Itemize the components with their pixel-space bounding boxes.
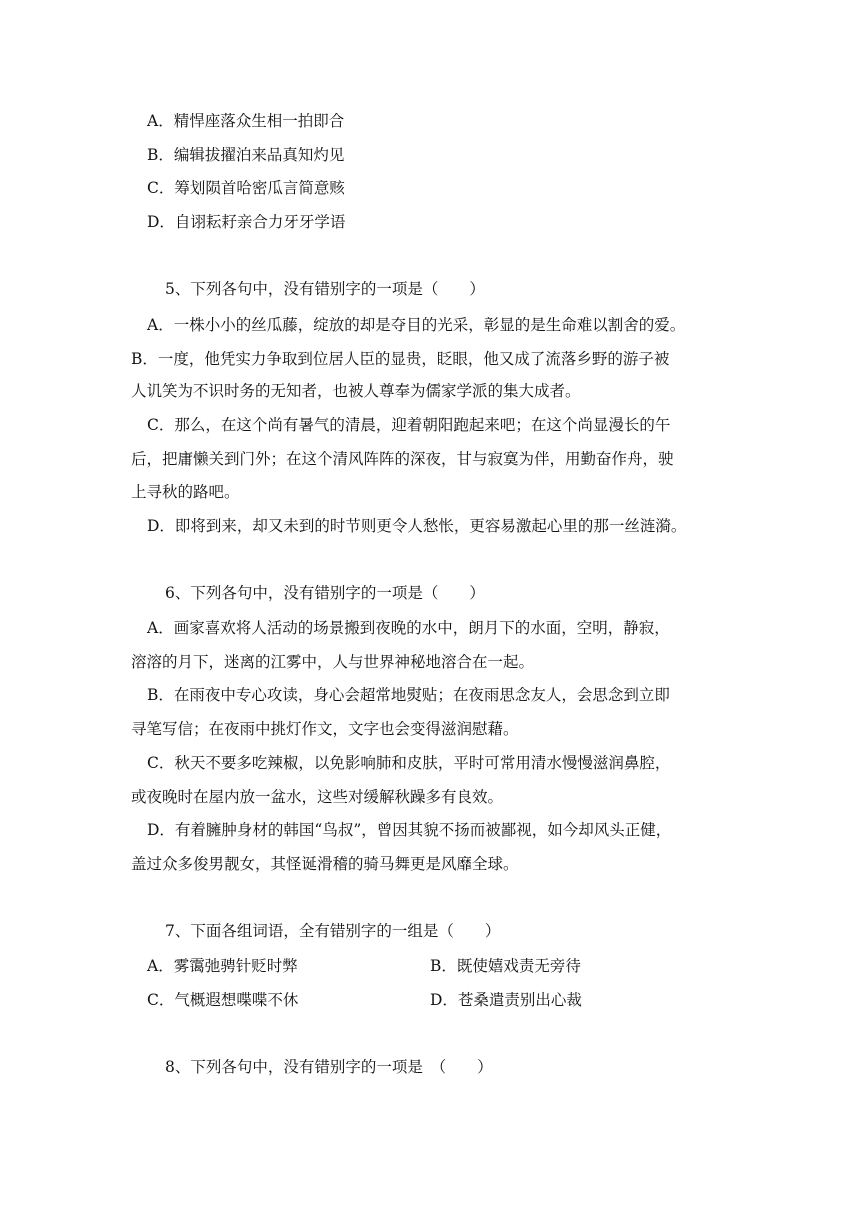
- q5-option-c-line1: C．那么，在这个尚有暑气的清晨，迎着朝阳跑起来吧；在这个尚显漫长的午: [147, 416, 671, 434]
- q6-option-a-line1: A．画家喜欢将人活动的场景搬到夜晚的水中，朗月下的水面，空明，静寂，: [147, 619, 670, 637]
- q5-option-b-line1: B．一度，他凭实力争取到位居人臣的显贵，眨眼，他又成了流落乡野的游子被: [131, 350, 670, 368]
- q5-option-b-line2: 人讥笑为不识时务的无知者，也被人尊奉为儒家学派的集大成者。: [131, 382, 581, 400]
- q4-option-b: B．编辑拔擢泊来品真知灼见: [147, 146, 345, 164]
- q6-option-a-line2: 溶溶的月下，迷离的江雾中，人与世界神秘地溶合在一起。: [131, 653, 535, 671]
- q5-option-c-line2: 后，把庸懒关到门外；在这个清风阵阵的深夜，甘与寂寞为伴，用勤奋作舟，驶: [131, 450, 674, 468]
- q4-option-c: C．筹划陨首哈密瓜言简意赅: [147, 179, 345, 197]
- q6-option-c-line2: 或夜晚时在屋内放一盆水，这些对缓解秋躁多有良效。: [131, 788, 504, 806]
- q7-option-c: C．气概遐想喋喋不休: [147, 991, 299, 1009]
- q4-option-a: A．精悍座落众生相一拍即合: [147, 112, 345, 130]
- q4-option-d: D．自诩耘耔亲合力牙牙学语: [147, 213, 346, 231]
- q6-option-d-line1: D．有着臃肿身材的韩国“鸟叔”，曾因其貌不扬而被鄙视，如今却风头正健，: [147, 821, 672, 839]
- q5-option-a: A．一株小小的丝瓜藤，绽放的却是夺目的光采，彰显的是生命难以割舍的爱。: [147, 316, 686, 334]
- q6-option-c-line1: C．秋天不要多吃辣椒，以免影响肺和皮肤，平时可常用清水慢慢滋润鼻腔，: [147, 754, 671, 772]
- q8-stem: 8、下列各句中，没有错别字的一项是 （ ）: [165, 1058, 493, 1076]
- q6-option-d-line2: 盖过众多俊男靓女，其怪诞滑稽的骑马舞更是风靡全球。: [131, 855, 519, 873]
- q6-stem: 6、下列各句中，没有错别字的一项是（ ）: [165, 584, 485, 602]
- q6-option-b-line1: B．在雨夜中专心攻读，身心会超常地熨贴；在夜雨思念友人，会思念到立即: [147, 686, 670, 704]
- q6-option-b-line2: 寻笔写信；在夜雨中挑灯作文，文字也会变得滋润慰藉。: [131, 720, 519, 738]
- q7-stem: 7、下面各组词语，全有错别字的一组是（ ）: [165, 922, 501, 940]
- q7-option-a: A．雾霭弛骋针贬时弊: [147, 957, 298, 975]
- q7-option-b: B．既使嬉戏责无旁待: [430, 957, 581, 975]
- q5-stem: 5、下列各句中，没有错别字的一项是（ ）: [165, 280, 485, 298]
- q5-option-c-line3: 上寻秋的路吧。: [131, 483, 240, 501]
- q5-option-d: D．即将到来，却又未到的时节则更令人愁怅，更容易激起心里的那一丝涟漪。: [147, 517, 687, 535]
- q7-option-d: D．苍桑遣责别出心裁: [430, 991, 582, 1009]
